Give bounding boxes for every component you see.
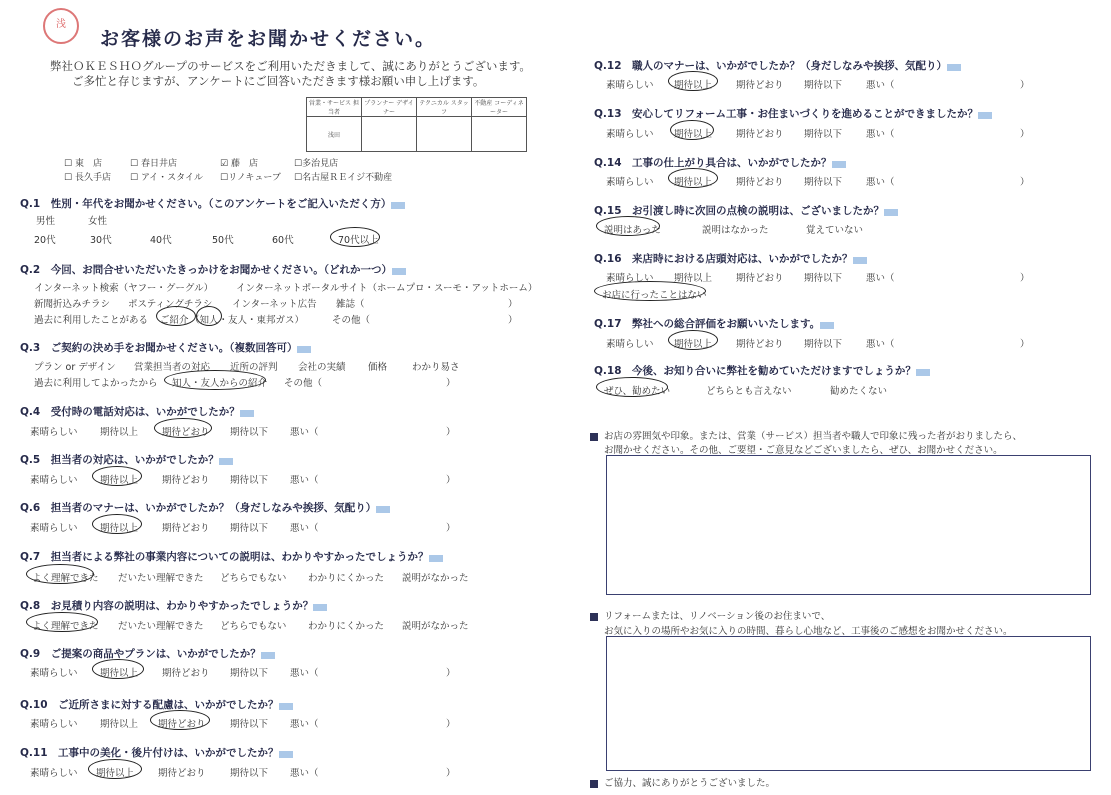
q16-opt-meets[interactable]: 期待どおり [736,273,784,284]
q9-title: Q.9 ご提案の商品やプランは、いかがでしたか？ [20,648,261,660]
q17-opt-above[interactable]: 期待以上 [674,339,713,350]
q3-plan-design[interactable]: プラン or デザイン [34,362,116,373]
q18-opt-no[interactable]: 勧めたくない [830,386,888,397]
q17-opt-bad[interactable]: 悪い（ [866,339,895,350]
q1-title: Q.1 性別・年代をお聞かせください。（このアンケートをご記入いただく方） [20,198,392,210]
q11-opt-below[interactable]: 期待以下 [230,768,269,779]
q5-opt-below[interactable]: 期待以下 [230,475,269,486]
staff-sales-name[interactable]: 浅田 [307,117,362,152]
q8-opt-understood-well[interactable]: よく理解できた [32,621,99,632]
q1-gender-male[interactable]: 男性 [36,216,56,227]
q16-title: Q.16 来店時における店頭対応は、いかがでしたか？ [594,253,853,265]
q8-opt-neutral[interactable]: どちらでもない [220,621,287,632]
q1-age-70plus[interactable]: 70代以上 [338,235,379,246]
q16-opt-bad[interactable]: 悪い（ [866,273,895,284]
bullet-square-icon [590,613,598,621]
q6-close: ） [446,523,456,534]
q6-opt-excellent[interactable]: 素晴らしい [30,523,78,534]
q12-close: ） [1020,80,1030,91]
q15-opt-dont-remember[interactable]: 覚えていない [806,225,864,236]
q3-other[interactable]: その他（ [284,378,323,389]
q1-gender-female[interactable]: 女性 [88,216,108,227]
q2-internet-ad[interactable]: インターネット広告 [232,299,317,310]
q11-opt-excellent[interactable]: 素晴らしい [30,768,78,779]
q8-opt-none[interactable]: 説明がなかった [402,621,469,632]
staff-realestate-cell[interactable] [472,117,527,152]
q2-referral[interactable]: ご紹介 [160,315,189,326]
store-checkbox-higashi[interactable]: ☐ 東 店 [64,159,102,169]
q7-opt-mostly[interactable]: だいたい理解できた [118,573,204,584]
q2-past-user[interactable]: 過去に利用したことがある [34,315,149,326]
thanks-message: ご協力、誠にありがとうございました。 [590,775,775,789]
q15-title: Q.15 お引渡し時に次回の点検の説明は、ございましたか？ [594,205,885,217]
q9-opt-below[interactable]: 期待以下 [230,668,269,679]
store-checkbox-kasugai[interactable]: ☐ 春日井店 [130,159,177,169]
bullet-square-icon [590,433,598,441]
q12-opt-below[interactable]: 期待以下 [804,80,843,91]
q18-title: Q.18 今後、お知り合いに弊社を勧めていただけますでしょうか？ [594,365,916,377]
q7-title: Q.7 担当者による弊社の事業内容についての説明は、わかりやすかったでしょうか？ [20,551,429,563]
comment2-prompt-line2: お気に入りの場所やお気に入りの時間、暮らし心地など、工事後のご感想をお聞かせください。 [604,626,1013,637]
q10-opt-bad[interactable]: 悪い（ [290,719,319,730]
q1-age-60s[interactable]: 60代 [272,235,294,246]
q2-magazine-close: ） [508,299,518,310]
q10-opt-above[interactable]: 期待以上 [100,719,139,730]
q4-opt-bad[interactable]: 悪い（ [290,427,319,438]
q4-opt-meets[interactable]: 期待どおり [162,427,210,438]
q3-reputation[interactable]: 近所の評判 [230,362,278,373]
q16-opt-excellent[interactable]: 素晴らしい [606,273,654,284]
q5-title: Q.5 担当者の対応は、いかがでしたか？ [20,454,219,466]
q2-newspaper-flyer[interactable]: 新聞折込みチラシ [34,299,111,310]
q2-internet-search[interactable]: インターネット検索（ヤフー・グーグル） [34,283,214,294]
q5-opt-meets[interactable]: 期待どおり [162,475,210,486]
q7-opt-unclear[interactable]: わかりにくかった [308,573,385,584]
q12-opt-bad[interactable]: 悪い（ [866,80,895,91]
staff-table [306,97,527,152]
q14-opt-meets[interactable]: 期待どおり [736,177,784,188]
q17-opt-excellent[interactable]: 素晴らしい [606,339,654,350]
comment1-prompt-line2: お聞かせください。その他、ご要望・ご意見などございましたら、ぜひ、お聞かせください。 [604,445,1003,456]
q5-opt-above[interactable]: 期待以上 [100,475,139,486]
q12-opt-above[interactable]: 期待以上 [674,80,713,91]
company-seal-stamp: 浅 [43,8,79,44]
q4-close: ） [446,427,456,438]
q13-opt-bad[interactable]: 悪い（ [866,129,895,140]
staff-header-realestate: 不動産 コーディネーター [472,98,527,117]
q14-opt-bad[interactable]: 悪い（ [866,177,895,188]
q6-title: Q.6 担当者のマナーは、いかがでしたか？（身だしなみや挨拶、気配り） [20,502,377,514]
store-checkbox-nagakute[interactable]: ☐ 長久手店 [64,173,111,183]
q6-opt-above[interactable]: 期待以上 [100,523,139,534]
q11-title: Q.11 工事中の美化・後片付けは、いかがでしたか？ [20,747,279,759]
staff-header-sales: 営業・サービス 担当者 [307,98,362,117]
q10-opt-meets[interactable]: 期待どおり [158,719,206,730]
q9-opt-excellent[interactable]: 素晴らしい [30,668,78,679]
q4-opt-below[interactable]: 期待以下 [230,427,269,438]
staff-header-planner: プランナー デザイナー [362,98,417,117]
q13-close: ） [1020,129,1030,140]
q13-opt-meets[interactable]: 期待どおり [736,129,784,140]
q3-clarity[interactable]: わかり易さ [412,362,460,373]
q13-opt-excellent[interactable]: 素晴らしい [606,129,654,140]
q17-opt-meets[interactable]: 期待どおり [736,339,784,350]
staff-planner-cell[interactable] [362,117,417,152]
q13-opt-below[interactable]: 期待以下 [804,129,843,140]
q3-sales-staff[interactable]: 営業担当者の対応 [134,362,211,373]
q2-referral-detail: （知人・友人・東邦ガス） [190,315,305,326]
store-checkbox-istyle[interactable]: ☐ アイ・スタイル [130,173,203,183]
q11-opt-bad[interactable]: 悪い（ [290,768,319,779]
store-checkbox-fuji-checked[interactable]: ☑ 藤 店 [220,159,258,169]
q3-referral[interactable]: 知人・友人からの紹介 [172,378,268,389]
q18-opt-neutral[interactable]: どちらとも言えない [706,386,792,397]
q16-close: ） [1020,273,1030,284]
q9-opt-meets[interactable]: 期待どおり [162,668,210,679]
q6-opt-meets[interactable]: 期待どおり [162,523,210,534]
comment2-prompt-line1: リフォームまたは、リノベーション後のお住まいで、 [590,608,830,622]
q14-opt-above[interactable]: 期待以上 [674,177,713,188]
q15-opt-not-explained[interactable]: 説明はなかった [702,225,769,236]
q17-close: ） [1020,339,1030,350]
q1-age-20s[interactable]: 20代 [34,235,56,246]
intro-line-1: 弊社ＯＫＥＳＨＯグループのサービスをご利用いただきまして、誠にありがとうございます。 [50,59,531,73]
q7-opt-none[interactable]: 説明がなかった [402,573,469,584]
q10-close: ） [446,719,456,730]
q1-age-30s[interactable]: 30代 [90,235,112,246]
q3-price[interactable]: 価格 [368,362,388,373]
store-checkbox-tajimi[interactable]: ☐多治見店 [294,159,339,169]
q2-other[interactable]: その他（ [332,315,371,326]
q14-opt-below[interactable]: 期待以下 [804,177,843,188]
q11-opt-meets[interactable]: 期待どおり [158,768,206,779]
q14-close: ） [1020,177,1030,188]
q17-opt-below[interactable]: 期待以下 [804,339,843,350]
staff-technical-cell[interactable] [417,117,472,152]
q13-opt-above[interactable]: 期待以上 [674,129,713,140]
q5-opt-excellent[interactable]: 素晴らしい [30,475,78,486]
q15-opt-explained[interactable]: 説明はあった [604,225,661,236]
q5-close: ） [446,475,456,486]
q10-opt-excellent[interactable]: 素晴らしい [30,719,78,730]
q6-opt-below[interactable]: 期待以下 [230,523,269,534]
q4-opt-above[interactable]: 期待以上 [100,427,139,438]
q12-title: Q.12 職人のマナーは、いかがでしたか？（身だしなみや挨拶、気配り） [594,60,948,72]
q8-opt-unclear[interactable]: わかりにくかった [308,621,385,632]
q2-other-close: ） [508,315,518,326]
q4-opt-excellent[interactable]: 素晴らしい [30,427,78,438]
bullet-square-icon [590,780,598,788]
q1-age-50s[interactable]: 50代 [212,235,234,246]
q9-opt-bad[interactable]: 悪い（ [290,668,319,679]
comment1-prompt-line1: お店の雰囲気や印象。または、営業（サービス）担当者や職人で印象に残った者がおりましたら、 [590,428,1022,442]
q13-title: Q.13 安心してリフォーム工事・お住まいづくりを進めることができましたか？ [594,108,979,120]
q7-opt-understood-well[interactable]: よく理解できた [32,573,99,584]
q8-opt-mostly[interactable]: だいたい理解できた [118,621,204,632]
q14-title: Q.14 工事の仕上がり具合は、いかがでしたか？ [594,157,832,169]
q10-opt-below[interactable]: 期待以下 [230,719,269,730]
q18-opt-definitely[interactable]: ぜひ、勧めたい [604,386,671,397]
page-title: お客様のお声をお聞かせください。 [100,28,437,50]
comment1-textarea[interactable] [606,455,1091,595]
q12-opt-meets[interactable]: 期待どおり [736,80,784,91]
q17-title: Q.17 弊社への総合評価をお願いいたします。 [594,318,821,330]
q3-other-close: ） [446,378,456,389]
q3-track-record[interactable]: 会社の実績 [298,362,346,373]
intro-line-2: ご多忙と存じますが、アンケートにご回答いただきます様お願い申し上げます。 [72,74,485,88]
staff-header-technical: テクニカル スタッフ [417,98,472,117]
q2-title: Q.2 今回、お問合せいただいたきっかけをお聞かせください。（どれか一つ） [20,264,392,276]
q9-opt-above[interactable]: 期待以上 [100,668,139,679]
q4-title: Q.4 受付時の電話対応は、いかがでしたか？ [20,406,240,418]
q7-opt-neutral[interactable]: どちらでもない [220,573,287,584]
q11-close: ） [446,768,456,779]
q11-opt-above[interactable]: 期待以上 [96,768,135,779]
store-checkbox-realestate[interactable]: ☐名古屋ＲＥイジ不動産 [294,173,393,183]
store-checkbox-renocube[interactable]: ☐リノキューブ [220,173,281,183]
q3-past-experience[interactable]: 過去に利用してよかったから [34,378,158,389]
q3-title: Q.3 ご契約の決め手をお聞かせください。（複数回答可） [20,342,298,354]
q14-opt-excellent[interactable]: 素晴らしい [606,177,654,188]
q9-close: ） [446,668,456,679]
q1-age-40s[interactable]: 40代 [150,235,172,246]
q16-opt-above[interactable]: 期待以上 [674,273,713,284]
q10-title: Q.10 ご近所さまに対する配慮は、いかがでしたか？ [20,699,279,711]
q8-title: Q.8 お見積り内容の説明は、わかりやすかったでしょうか？ [20,600,314,612]
q2-portal-site[interactable]: インターネットポータルサイト（ホームプロ・スーモ・アットホーム） [236,283,538,294]
q16-opt-never-visited[interactable]: お店に行ったことはない [602,290,707,301]
q2-posting-flyer[interactable]: ポスティングチラシ [128,299,213,310]
q6-opt-bad[interactable]: 悪い（ [290,523,319,534]
q2-magazine[interactable]: 雑誌（ [336,299,365,310]
q12-opt-excellent[interactable]: 素晴らしい [606,80,654,91]
q5-opt-bad[interactable]: 悪い（ [290,475,319,486]
q16-opt-below[interactable]: 期待以下 [804,273,843,284]
comment2-textarea[interactable] [606,636,1091,771]
